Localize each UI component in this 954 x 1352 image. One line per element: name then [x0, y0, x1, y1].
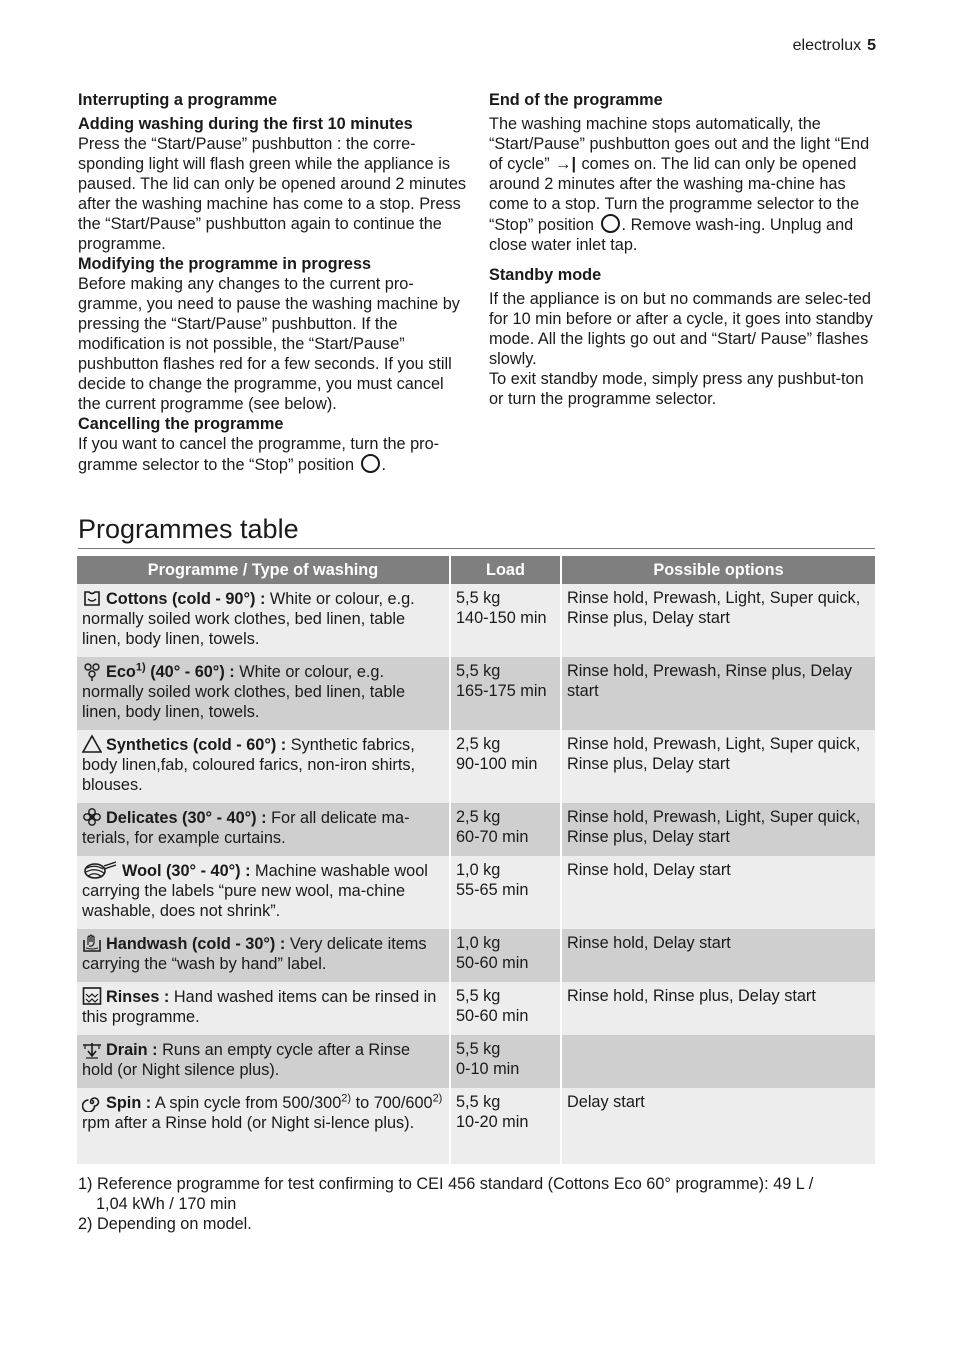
options-cell: Delay start: [561, 1088, 875, 1164]
footnote-2: 2) Depending on model.: [78, 1215, 252, 1233]
programme-name: Handwash (cold - 30°) :: [106, 935, 286, 953]
footnote-ref: 1): [135, 661, 146, 674]
load-time: 0-10 min: [456, 1060, 520, 1078]
load-weight: 5,5 kg: [456, 1093, 501, 1111]
programme-cell: [77, 856, 450, 929]
programme-name: Spin :: [106, 1094, 152, 1112]
load-cell: [450, 803, 561, 856]
table-row: [77, 982, 875, 1035]
programme-name: Delicates (30° - 40°) :: [106, 809, 267, 827]
programme-name: Rinses :: [106, 988, 170, 1006]
load-cell: [450, 1035, 561, 1088]
cottons-icon: [82, 588, 102, 608]
heading-adding: Adding washing during the first 10 minutes: [78, 115, 413, 133]
programme-name: Drain :: [106, 1041, 158, 1059]
options-cell: Rinse hold, Prewash, Light, Super quick, Rinse plus, Delay start: [561, 584, 875, 657]
left-column: [78, 90, 468, 475]
programme-cell: [77, 1035, 450, 1088]
drain-icon: [82, 1039, 102, 1059]
heading-standby-mode: Standby mode: [489, 266, 602, 284]
programme-description: White or colour, e.g. normally soiled work clothes, bed linen, table linen, body linen, towels.: [82, 590, 415, 648]
programme-cell: [77, 1088, 450, 1164]
right-column: [489, 90, 879, 409]
options-cell: [561, 1035, 875, 1088]
page-number: 5: [867, 37, 876, 54]
load-weight: 5,5 kg: [456, 987, 501, 1005]
programme-description: to 700/600: [355, 1094, 433, 1112]
programme-description: A spin cycle from 500/300: [154, 1094, 342, 1112]
footnotes: [78, 1174, 878, 1234]
stop-position-icon: [601, 214, 620, 233]
programme-description: rpm after a Rinse hold (or Night si-lence plus).: [82, 1114, 415, 1132]
programme-cell: [77, 982, 450, 1035]
load-weight: 1,0 kg: [456, 934, 501, 952]
section-title: Programmes table: [78, 514, 299, 544]
load-weight: 2,5 kg: [456, 735, 501, 753]
programme-description: For all delicate ma-terials, for example curtains.: [82, 809, 410, 847]
programme-description: Very delicate items carrying the “wash by hand” label.: [82, 935, 427, 973]
programme-name: Wool (30° - 40°) :: [122, 862, 251, 880]
programme-description: Synthetic fabrics, body linen,fab, coloured farics, non-iron shirts, blouses.: [82, 736, 416, 794]
heading-cancelling: Cancelling the programme: [78, 415, 284, 433]
paragraph-standby-2: To exit standby mode, simply press any pushbut-ton or turn the programme selector.: [489, 370, 864, 408]
table-row: [77, 1088, 875, 1164]
programme-description: White or colour, e.g. normally soiled work clothes, bed linen, table linen, body linen, towels.: [82, 663, 406, 721]
programme-name: Cottons (cold - 90°) :: [106, 590, 266, 608]
load-time: 165-175 min: [456, 682, 547, 700]
footnote-ref: 2): [432, 1092, 443, 1105]
options-cell: Rinse hold, Delay start: [561, 929, 875, 982]
table-row: [77, 803, 875, 856]
column-header-programme: Programme / Type of washing: [77, 556, 450, 584]
stop-position-icon: [361, 454, 380, 473]
paragraph-cancelling: [78, 434, 468, 475]
options-cell: Rinse hold, Prewash, Rinse plus, Delay start: [561, 657, 875, 730]
paragraph-cancelling-text: If you want to cancel the programme, turn the pro-gramme selector to the “Stop” position: [78, 435, 440, 474]
brand-name: electrolux: [792, 37, 862, 54]
load-time: 140-150 min: [456, 609, 547, 627]
programme-cell: [77, 730, 450, 803]
load-time: 60-70 min: [456, 828, 529, 846]
programme-description: Runs an empty cycle after a Rinse hold (or Night silence plus).: [82, 1041, 411, 1079]
load-weight: 5,5 kg: [456, 1040, 501, 1058]
heading-modifying: Modifying the programme in progress: [78, 255, 372, 273]
column-header-options: Possible options: [561, 556, 875, 584]
table-row: [77, 657, 875, 730]
load-cell: [450, 856, 561, 929]
programme-temperature: (40° - 60°) :: [150, 663, 235, 681]
table-header-row: [77, 556, 875, 584]
options-cell: Rinse hold, Prewash, Light, Super quick, Rinse plus, Delay start: [561, 803, 875, 856]
options-cell: Rinse hold, Prewash, Light, Super quick, Rinse plus, Delay start: [561, 730, 875, 803]
load-weight: 5,5 kg: [456, 589, 501, 607]
handwash-icon: [82, 933, 102, 953]
load-time: 50-60 min: [456, 1007, 529, 1025]
options-cell: Rinse hold, Delay start: [561, 856, 875, 929]
programme-name: Eco: [106, 663, 136, 681]
load-cell: [450, 929, 561, 982]
load-weight: 5,5 kg: [456, 662, 501, 680]
paragraph-modifying: Before making any changes to the current pro-gramme, you need to pause the washing machine by pressing the “Start/Pause” pushbutton. If the modification is not possible, the “Start/Pause” pushbutton flashes red for a few seconds. If you still decide to change the programme, you must cancel the current programme (see below).: [78, 275, 460, 413]
section-divider: [78, 548, 875, 549]
load-weight: 1,0 kg: [456, 861, 501, 879]
end-of-cycle-icon: →|: [555, 155, 576, 173]
load-cell: [450, 584, 561, 657]
programme-cell: [77, 584, 450, 657]
load-weight: 2,5 kg: [456, 808, 501, 826]
table-row: [77, 856, 875, 929]
heading-interrupting: Interrupting a programme: [78, 91, 278, 109]
eco-icon: [82, 661, 102, 681]
table-row: [77, 1035, 875, 1088]
footnote-1-line-1: 1) Reference programme for test confirming to CEI 456 standard (Cottons Eco 60° programme): 49 L /: [78, 1175, 814, 1193]
programme-description: Hand washed items can be rinsed in this programme.: [82, 988, 437, 1026]
table-row: [77, 929, 875, 982]
footnote-1-line-2: 1,04 kWh / 170 min: [96, 1195, 237, 1213]
table-row: [77, 730, 875, 803]
load-time: 55-65 min: [456, 881, 529, 899]
programme-cell: [77, 929, 450, 982]
page-header: [793, 37, 876, 55]
programme-description: Machine washable wool carrying the labels “pure new wool, ma-chine washable, does not shrink”.: [82, 862, 428, 920]
paragraph-adding: Press the “Start/Pause” pushbutton : the corre-sponding light will flash green while the appliance is paused. The lid can only be opened around 2 minutes after the washing machine has come to a stop. Press the “Start/Pause” pushbutton again to continue the programme.: [78, 135, 467, 253]
synthetics-icon: [82, 734, 102, 754]
wool-icon: [82, 860, 118, 880]
load-cell: [450, 982, 561, 1035]
load-cell: [450, 1088, 561, 1164]
delicates-icon: [82, 807, 102, 827]
heading-end-of-programme: End of the programme: [489, 91, 663, 109]
paragraph-standby-1: If the appliance is on but no commands are selec-ted for 10 min before or after a cycle, it goes into standby mode. All the lights go out and “Start/ Pause” flashes slowly.: [489, 290, 873, 368]
load-time: 10-20 min: [456, 1113, 529, 1131]
load-time: 90-100 min: [456, 755, 538, 773]
paragraph-cancelling-end: .: [381, 456, 387, 474]
load-cell: [450, 657, 561, 730]
programme-cell: [77, 657, 450, 730]
paragraph-end-text-3: . Remove wash-ing. Unplug and close water inlet tap.: [489, 216, 854, 254]
column-header-load: Load: [450, 556, 561, 584]
footnote-1: [78, 1174, 878, 1214]
spin-icon: [82, 1092, 102, 1112]
load-cell: [450, 730, 561, 803]
paragraph-end-text-1: The washing machine stops automatically, the “Start/Pause” pushbutton goes out and the light “End of cycle”: [489, 115, 870, 173]
programmes-table: [77, 556, 875, 1164]
options-cell: Rinse hold, Rinse plus, Delay start: [561, 982, 875, 1035]
paragraph-end-text-2: comes on. The lid can only be opened around 2 minutes after the washing ma-chine has come to a stop. Turn the programme selector to the “Stop” position: [489, 155, 860, 234]
programme-cell: [77, 803, 450, 856]
table-row: [77, 584, 875, 657]
paragraph-end-of-programme: [489, 114, 879, 255]
rinses-icon: [82, 986, 102, 1006]
footnote-ref: 2): [341, 1092, 352, 1105]
load-time: 50-60 min: [456, 954, 529, 972]
programme-name: Synthetics (cold - 60°) :: [106, 736, 287, 754]
